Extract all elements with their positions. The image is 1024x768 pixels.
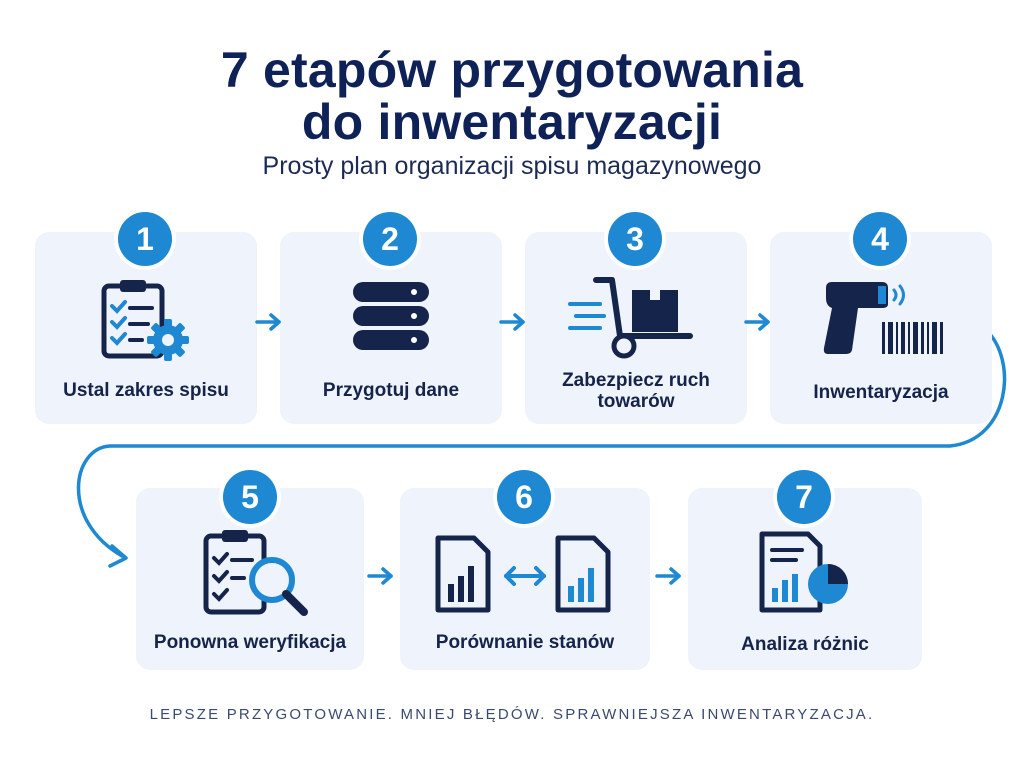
step-number-2: 2 bbox=[363, 212, 417, 266]
database-icon bbox=[350, 278, 432, 356]
page-subtitle: Prosty plan organizacji spisu magazynowego bbox=[262, 152, 762, 180]
clipboard-gear-icon bbox=[98, 278, 194, 364]
step-label-3: Zabezpiecz ruch towarów bbox=[562, 370, 710, 412]
compare-reports-icon bbox=[432, 534, 618, 614]
step-number-5: 5 bbox=[223, 470, 277, 524]
footer-tagline: LEPSZE PRZYGOTOWANIE. MNIEJ BŁĘDÓW. SPRAWNIEJSZA INWENTARYZACJA. bbox=[149, 706, 875, 723]
page-title-line-1: 7 etapów przygotowania bbox=[220, 42, 804, 98]
step-label-1: Ustal zakres spisu bbox=[63, 380, 229, 401]
arrow-right-icon bbox=[366, 566, 396, 586]
step-number-7: 7 bbox=[777, 470, 831, 524]
barcode-scanner-icon bbox=[818, 278, 950, 358]
arrow-right-icon bbox=[498, 312, 528, 332]
step-label-6: Porównanie stanów bbox=[435, 632, 615, 653]
step-label-2: Przygotuj dane bbox=[322, 380, 460, 401]
step-label-7: Analiza różnic bbox=[741, 634, 869, 655]
arrow-right-icon bbox=[254, 312, 284, 332]
step-number-6: 6 bbox=[497, 470, 551, 524]
clipboard-magnifier-icon bbox=[200, 528, 312, 620]
step-number-3: 3 bbox=[608, 212, 662, 266]
arrow-right-icon bbox=[654, 566, 684, 586]
hand-truck-icon bbox=[566, 276, 696, 360]
page-title-line-2: do inwentaryzacji bbox=[301, 94, 723, 150]
arrow-right-icon bbox=[743, 312, 773, 332]
step-label-4: Inwentaryzacja bbox=[813, 382, 949, 403]
report-pie-chart-icon bbox=[756, 530, 856, 616]
step-number-4: 4 bbox=[853, 212, 907, 266]
step-number-1: 1 bbox=[118, 212, 172, 266]
step-label-5: Ponowna weryfikacja bbox=[153, 632, 347, 653]
